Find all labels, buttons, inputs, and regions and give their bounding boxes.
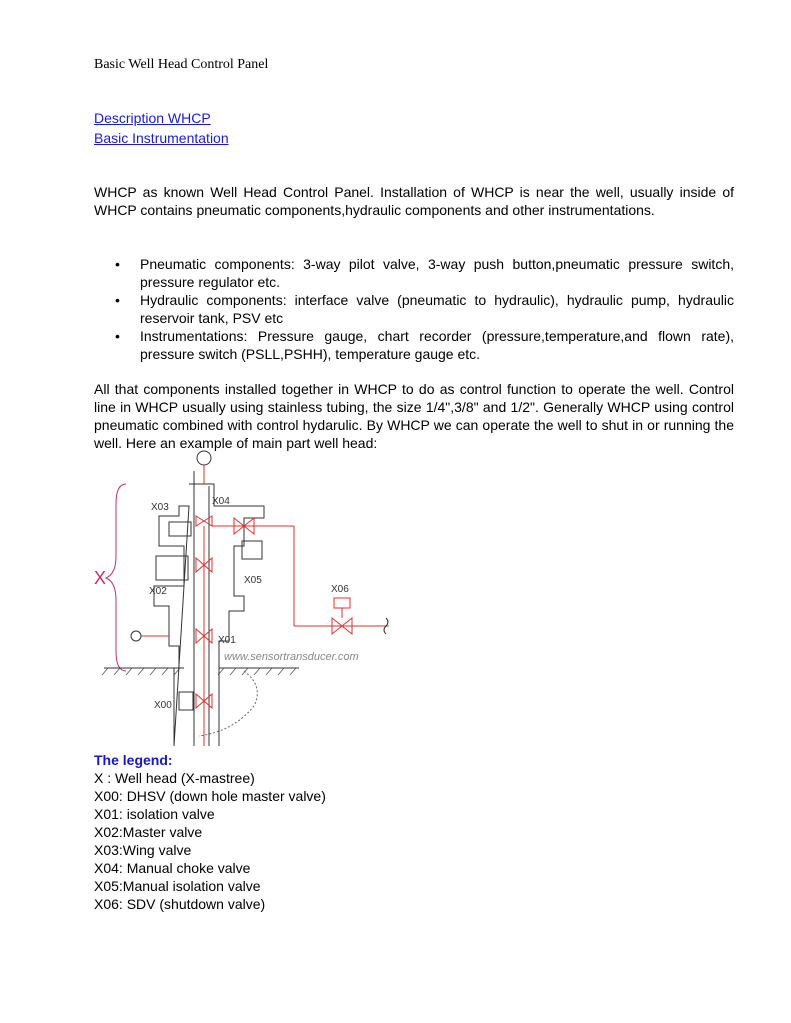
table-of-contents <box>94 108 229 148</box>
dashed-control-line <box>199 671 257 736</box>
label-x04: X04 <box>212 496 230 507</box>
legend-title: The legend: <box>94 752 173 768</box>
list-item <box>94 255 734 291</box>
bullet-icon: • <box>115 292 120 308</box>
body-paragraph: All that components installed together in WHCP to do as control function to operate the well. Control line in WHCP usually using stainless tubing, the size 1/4",3/8" and 1/2". Generally WHCP using control pneumatic combined with control hydarulic. By WHCP we can operate the well to shut in or running the well. Here an example of main part well head: <box>94 381 734 451</box>
label-x: X <box>94 568 107 588</box>
wellhead-diagram <box>94 446 404 751</box>
label-x01: X01 <box>218 635 236 646</box>
legend-item: X03:Wing valve <box>94 842 192 858</box>
link-description-whcp[interactable]: Description WHCP <box>94 110 211 126</box>
watermark-text: www.sensortransducer.com <box>224 651 359 663</box>
bullet-icon: • <box>115 256 120 272</box>
ground-hatch <box>102 668 296 675</box>
legend-item: X06: SDV (shutdown valve) <box>94 896 266 912</box>
page-title: Basic Well Head Control Panel <box>94 57 269 72</box>
label-x00: X00 <box>154 700 172 711</box>
legend-item: X01: isolation valve <box>94 806 215 822</box>
list-item <box>94 327 734 363</box>
intro-paragraph: WHCP as known Well Head Control Panel. Installation of WHCP is near the well, usually inside of WHCP contains pneumatic components,hydraulic components and other instrumentations. <box>94 184 734 218</box>
label-x02: X02 <box>149 586 167 597</box>
list-item <box>94 291 734 327</box>
label-x03: X03 <box>151 502 169 513</box>
legend-item: X : Well head (X-mastree) <box>94 770 255 786</box>
legend <box>94 751 326 913</box>
valve-icon <box>196 516 212 746</box>
actuator-x02 <box>156 556 188 580</box>
gauge-icon <box>197 451 211 465</box>
legend-item: X04: Manual choke valve <box>94 860 251 876</box>
legend-item: X00: DHSV (down hole master valve) <box>94 788 326 804</box>
list-item-text: Pneumatic components: 3-way pilot valve, 3-way push button,pneumatic pressure switch, pressure regulator etc. <box>140 256 734 290</box>
label-x06: X06 <box>331 584 349 595</box>
link-basic-instrumentation[interactable]: Basic Instrumentation <box>94 130 229 146</box>
legend-item: X02:Master valve <box>94 824 203 840</box>
list-item-text: Hydraulic components: interface valve (pneumatic to hydraulic), hydraulic pump, hydraulic reservoir tank, PSV etc <box>140 292 734 326</box>
label-x05: X05 <box>244 575 262 586</box>
brace-icon <box>106 484 126 671</box>
components-list <box>94 255 734 363</box>
bullet-icon: • <box>115 328 120 344</box>
actuator-x00 <box>179 692 193 710</box>
legend-item: X05:Manual isolation valve <box>94 878 261 894</box>
list-item-text: Instrumentations: Pressure gauge, chart recorder (pressure,temperature,and flown rate), pressure switch (PSLL,PSHH), temperature gauge etc. <box>140 328 734 362</box>
side-gauge-icon <box>131 631 141 641</box>
sdv-actuator <box>334 598 350 608</box>
isolation-valve-body <box>242 541 262 559</box>
